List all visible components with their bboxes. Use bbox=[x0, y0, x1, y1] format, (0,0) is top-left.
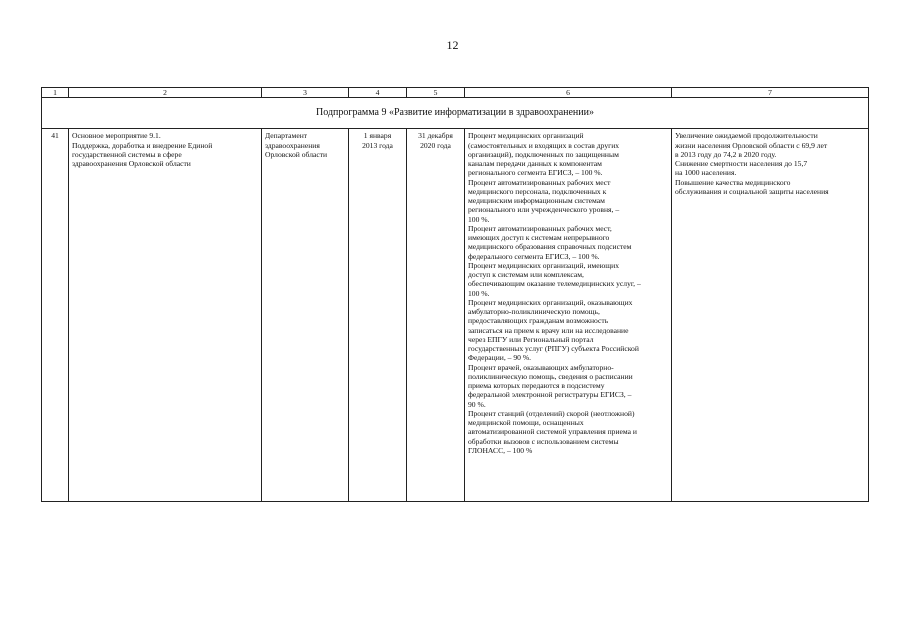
column-number: 1 bbox=[42, 88, 69, 98]
measure-line: здравоохранения Орловской области bbox=[72, 159, 191, 168]
end-date-line: 31 декабря bbox=[418, 131, 453, 141]
executor-line: Орловской области bbox=[265, 149, 328, 159]
indicator-line: регионального сегмента ЕГИСЗ, – 100 %. bbox=[468, 168, 603, 178]
indicator-line: обработки вызовов с использованием системы bbox=[468, 436, 619, 446]
measure-line: Основное мероприятие 9.1. bbox=[72, 131, 161, 141]
indicator-line: Процент врачей, оказывающих амбулаторно- bbox=[468, 362, 614, 372]
page-number: 12 bbox=[446, 38, 459, 52]
indicator-line: амбулаторно-поликлиническую помощь, bbox=[468, 307, 600, 316]
indicator-line: доступ к системам или комплексам, bbox=[468, 270, 584, 279]
indicator-line: автоматизированной системой управления приема и bbox=[468, 427, 637, 437]
indicator-line: Процент медицинских организаций, имеющих bbox=[468, 260, 619, 270]
indicator-line: организаций), подключенных по защищенным bbox=[468, 149, 619, 159]
indicator-line: Федерации, – 90 %. bbox=[468, 353, 532, 363]
indicator-line: медицинским информационным системам bbox=[468, 196, 605, 205]
indicator-line: через ЕПГУ или Региональный портал bbox=[468, 334, 594, 344]
result-line: обслуживания и социальной защиты населения bbox=[675, 186, 829, 196]
executor-line: Департамент bbox=[265, 131, 308, 141]
indicator-line: Процент медицинских организаций, оказывающих bbox=[468, 297, 633, 307]
measure-cell bbox=[69, 129, 262, 502]
indicator-line: поликлиническую помощь, сведения о расписании bbox=[468, 371, 633, 381]
measure-line: государственной системы в сфере bbox=[72, 149, 182, 159]
indicator-line: Процент автоматизированных рабочих мест bbox=[468, 177, 611, 187]
indicator-line: (самостоятельных и входящих в состав других bbox=[468, 140, 620, 150]
subprogram-title: Подпрограмма 9 «Развитие информатизации в здравоохранении» bbox=[42, 98, 869, 129]
indicator-line: 100 %. bbox=[468, 288, 490, 298]
start-date-line: 2013 года bbox=[362, 140, 393, 150]
indicator-item bbox=[468, 261, 668, 298]
result-line: на 1000 населения. bbox=[675, 168, 737, 178]
executor-line: здравоохранения bbox=[265, 140, 320, 150]
indicator-line: медицинского персонала, подключенных к bbox=[468, 186, 607, 196]
measure-line: Поддержка, доработка и внедрение Единой bbox=[72, 140, 213, 150]
indicator-line: Процент медицинских организаций bbox=[468, 131, 584, 141]
column-number: 2 bbox=[69, 88, 262, 98]
subprogram-row bbox=[42, 98, 869, 129]
result-line: жизни населения Орловской области с 69,9 лет bbox=[675, 140, 828, 150]
row-number: 41 bbox=[42, 129, 69, 502]
indicator-item bbox=[468, 298, 668, 363]
column-number: 4 bbox=[349, 88, 407, 98]
indicator-line: Процент автоматизированных рабочих мест, bbox=[468, 223, 612, 233]
column-number: 6 bbox=[465, 88, 672, 98]
indicator-line: предоставляющих гражданам возможность bbox=[468, 316, 609, 326]
program-table bbox=[41, 87, 869, 502]
result-line: Увеличение ожидаемой продолжительности bbox=[675, 131, 818, 141]
end-date-line: 2020 года bbox=[420, 140, 451, 150]
executor-cell bbox=[262, 129, 349, 502]
indicator-item bbox=[468, 224, 668, 261]
indicator-item bbox=[468, 363, 668, 409]
indicator-line: 100 %. bbox=[468, 214, 490, 224]
column-number: 7 bbox=[672, 88, 869, 98]
indicator-line: медицинского образования справочных подсистем bbox=[468, 242, 632, 252]
indicator-line: обеспечивающим оказание телемедицинских услуг, – bbox=[468, 279, 641, 289]
indicator-line: ГЛОНАСС, – 100 % bbox=[468, 445, 533, 455]
column-number: 3 bbox=[262, 88, 349, 98]
indicator-item bbox=[468, 178, 668, 224]
indicator-line: регионального или учрежденческого уровня, – bbox=[468, 205, 620, 215]
results-cell bbox=[672, 129, 869, 502]
indicator-line: федерального сегмента ЕГИСЗ, – 100 %. bbox=[468, 251, 600, 261]
start-date-cell bbox=[349, 129, 407, 502]
column-number: 5 bbox=[407, 88, 465, 98]
indicator-item bbox=[468, 131, 668, 177]
end-date-cell bbox=[407, 129, 465, 502]
indicator-line: медицинской помощи, оснащенных bbox=[468, 418, 584, 427]
column-number-row bbox=[42, 88, 869, 98]
indicator-line: государственных услуг (РПГУ) субъекта Российской bbox=[468, 344, 639, 353]
indicator-line: имеющих доступ к системам непрерывного bbox=[468, 233, 610, 242]
indicator-item bbox=[468, 409, 668, 455]
table-row bbox=[42, 129, 869, 502]
result-line: в 2013 году до 74,2 в 2020 году. bbox=[675, 149, 777, 159]
indicator-line: приема которых передаются в подсистему bbox=[468, 381, 605, 390]
indicator-line: 90 %. bbox=[468, 399, 486, 409]
indicator-line: федеральной электронной регистратуры ЕГИСЗ, – bbox=[468, 390, 632, 400]
indicators-cell bbox=[465, 129, 672, 502]
result-line: Повышение качества медицинского bbox=[675, 177, 791, 187]
indicator-line: записаться на прием к врачу или на исследование bbox=[468, 325, 629, 335]
indicator-line: каналам передачи данных к компонентам bbox=[468, 159, 602, 168]
result-line: Снижение смертности населения до 15,7 bbox=[675, 159, 808, 168]
start-date-line: 1 января bbox=[363, 131, 392, 141]
indicator-line: Процент станций (отделений) скорой (неотложной) bbox=[468, 408, 635, 418]
